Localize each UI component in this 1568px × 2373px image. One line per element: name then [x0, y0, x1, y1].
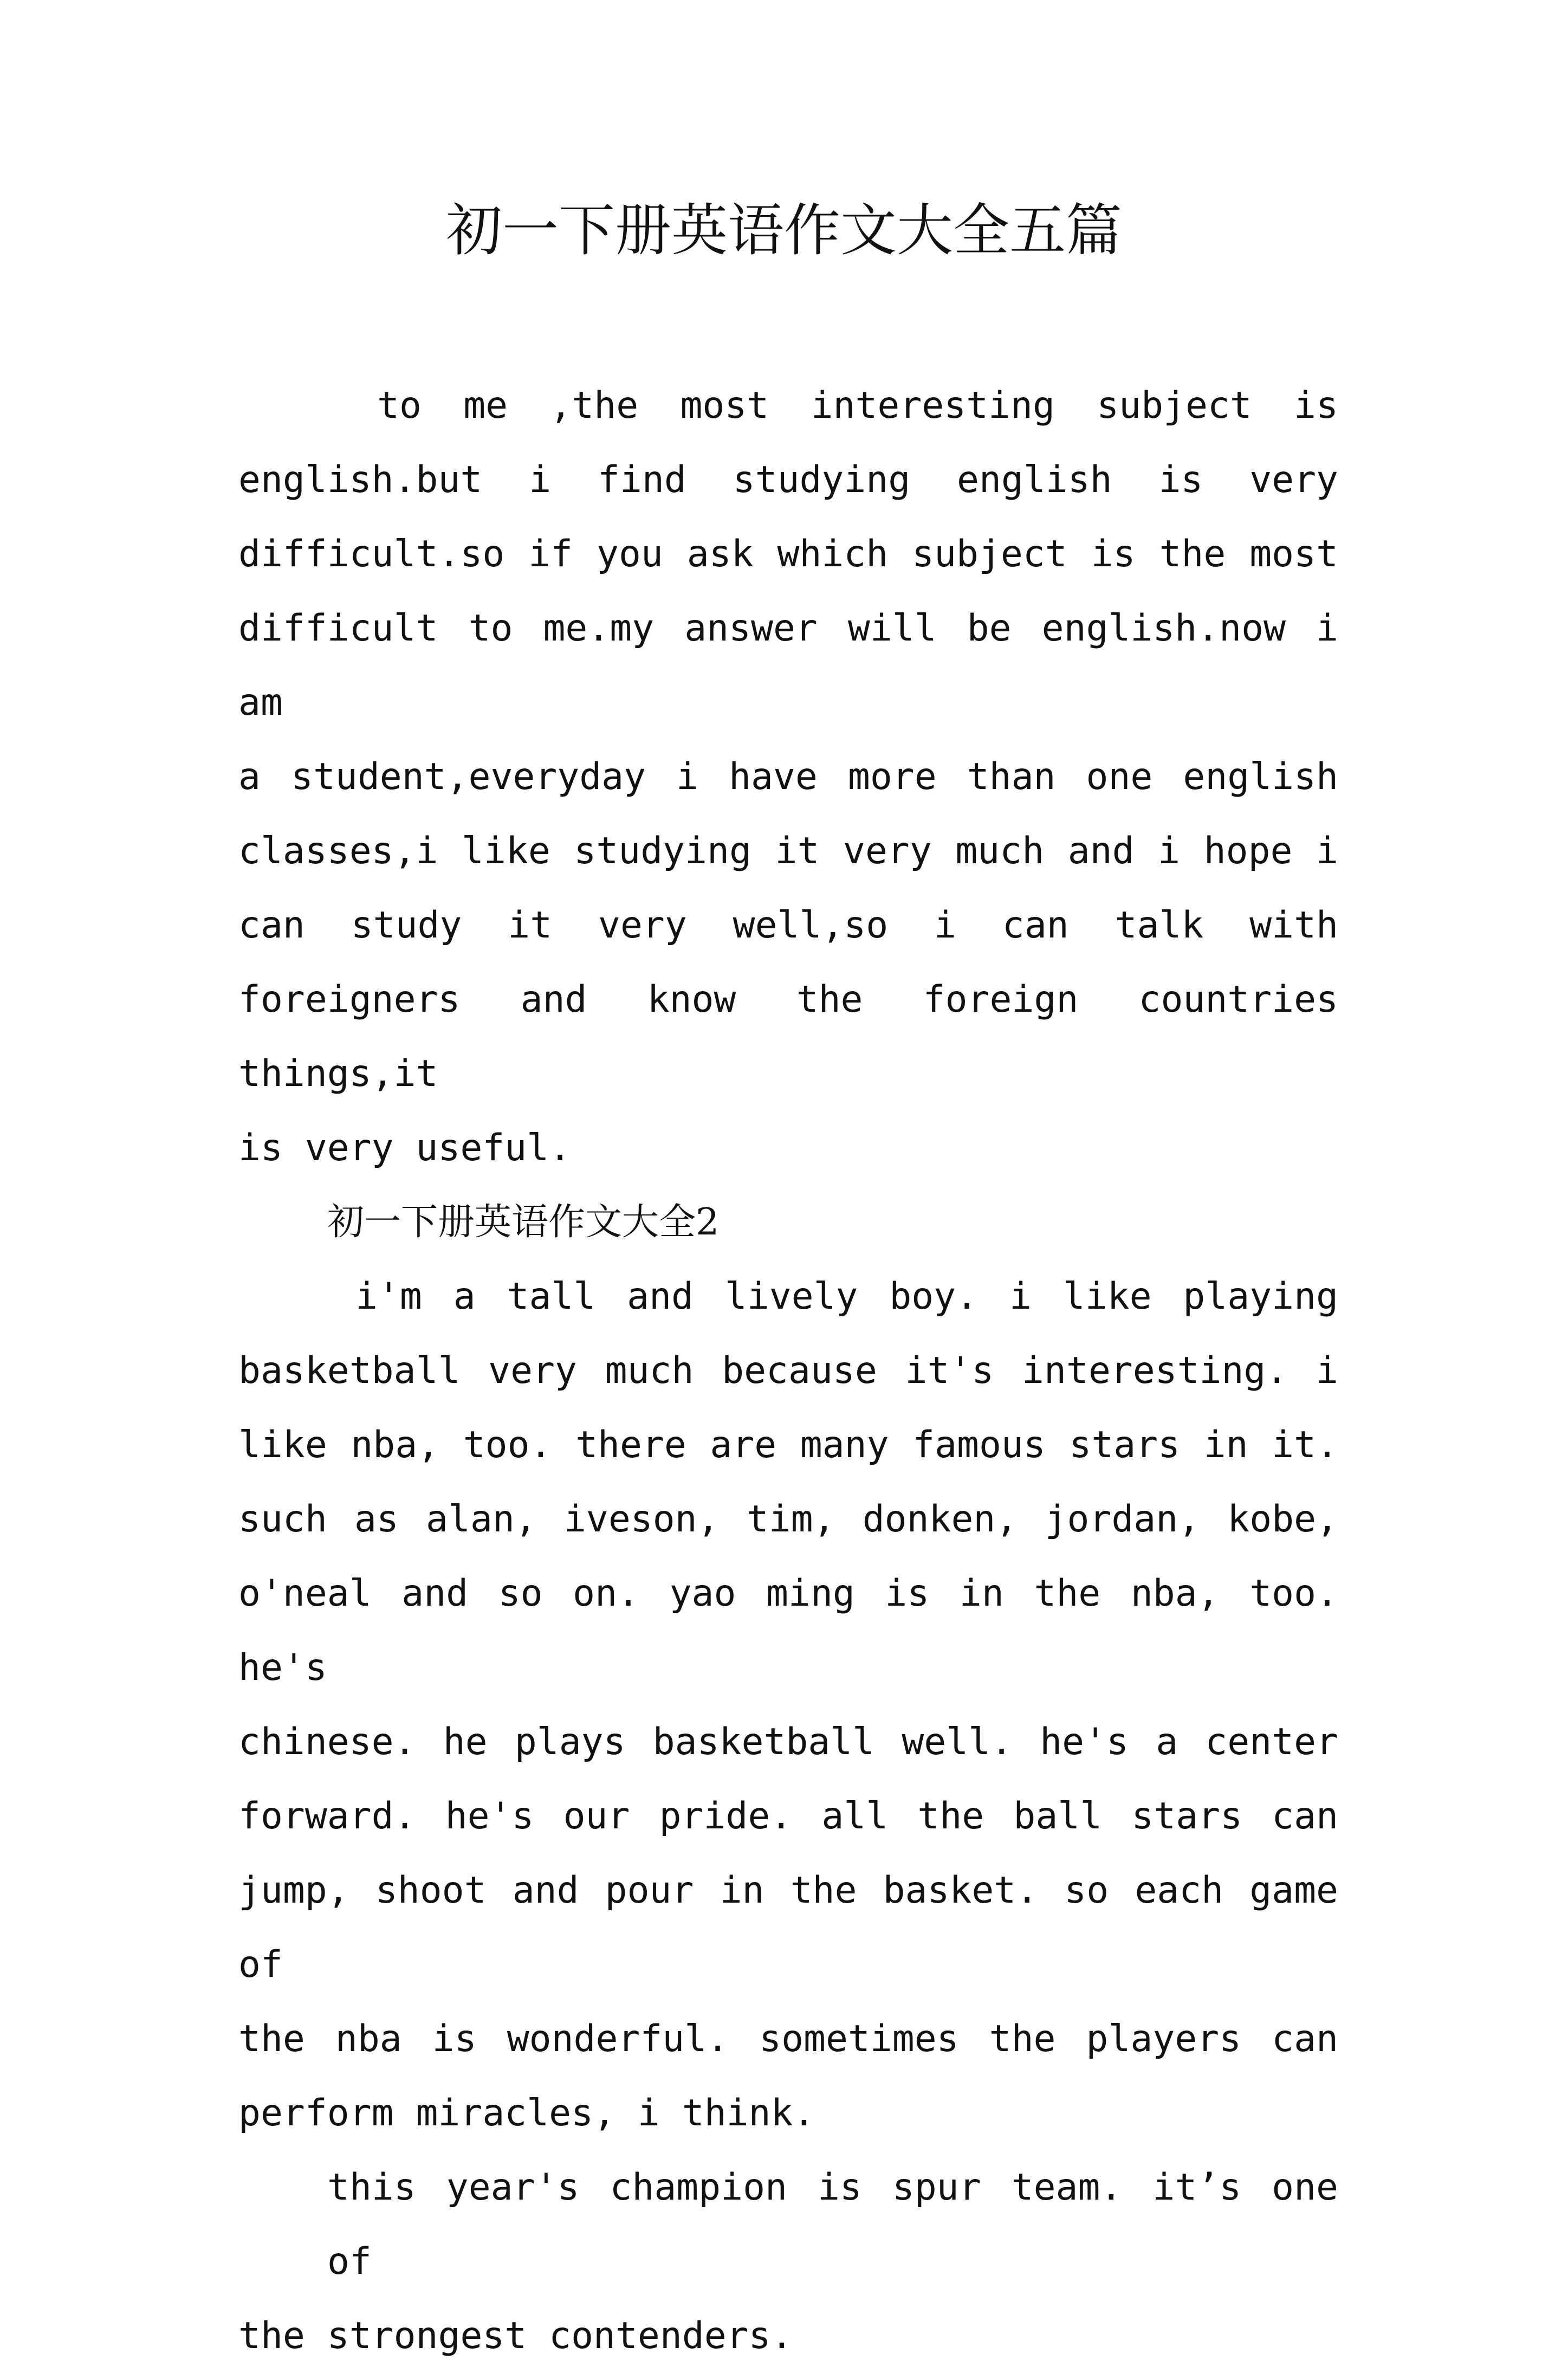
paragraph-line: classes,i like studying it very much and i hope i: [238, 830, 1338, 872]
paragraph-line: foreigners and know the foreign countries things,it: [238, 978, 1338, 1095]
paragraph-line: a student,everyday i have more than one english: [238, 755, 1338, 798]
document-title: 初一下册英语作文大全五篇: [445, 197, 1122, 263]
paragraph-line: perform miracles, i think.: [238, 2092, 815, 2135]
paragraph-3: [238, 2150, 1338, 2373]
paragraph-line: forward. he's our pride. all the ball stars can: [238, 1795, 1338, 1838]
paragraph-line: basketball very much because it's interesting. i: [238, 1349, 1338, 1392]
paragraph-line: jump, shoot and pour in the basket. so each game of: [238, 1869, 1338, 1986]
paragraph-line: difficult.so if you ask which subject is the most: [238, 533, 1338, 576]
paragraph-line: i'm a tall and lively boy. i like playing: [355, 1275, 1338, 1318]
paragraph-line: like nba, too. there are many famous stars in it.: [238, 1424, 1338, 1466]
paragraph-2: [238, 1259, 1338, 2150]
paragraph-line: difficult to me.my answer will be english.now i am: [238, 607, 1338, 724]
paragraph-line: o'neal and so on. yao ming is in the nba, too. he's: [238, 1572, 1338, 1689]
paragraph-line: can study it very well,so i can talk with: [238, 904, 1338, 947]
section-heading: 初一下册英语作文大全2: [327, 1201, 720, 1244]
paragraph-line: is very useful.: [238, 1127, 572, 1169]
paragraph-line: english.but i find studying english is very: [238, 458, 1338, 501]
paragraph-line: to me ,the most interesting subject is: [377, 384, 1338, 427]
paragraph-line: chinese. he plays basketball well. he's a center: [238, 1721, 1338, 1763]
paragraph-line: this year's champion is spur team. it’s one of: [327, 2166, 1338, 2283]
paragraph-1: [238, 368, 1338, 1185]
document-body: [238, 368, 1338, 2373]
paragraph-line: the nba is wonderful. sometimes the players can: [238, 2018, 1338, 2060]
paragraph-line: such as alan, iveson, tim, donken, jordan, kobe,: [238, 1498, 1338, 1541]
paragraph-line: the strongest contenders.: [238, 2314, 793, 2357]
